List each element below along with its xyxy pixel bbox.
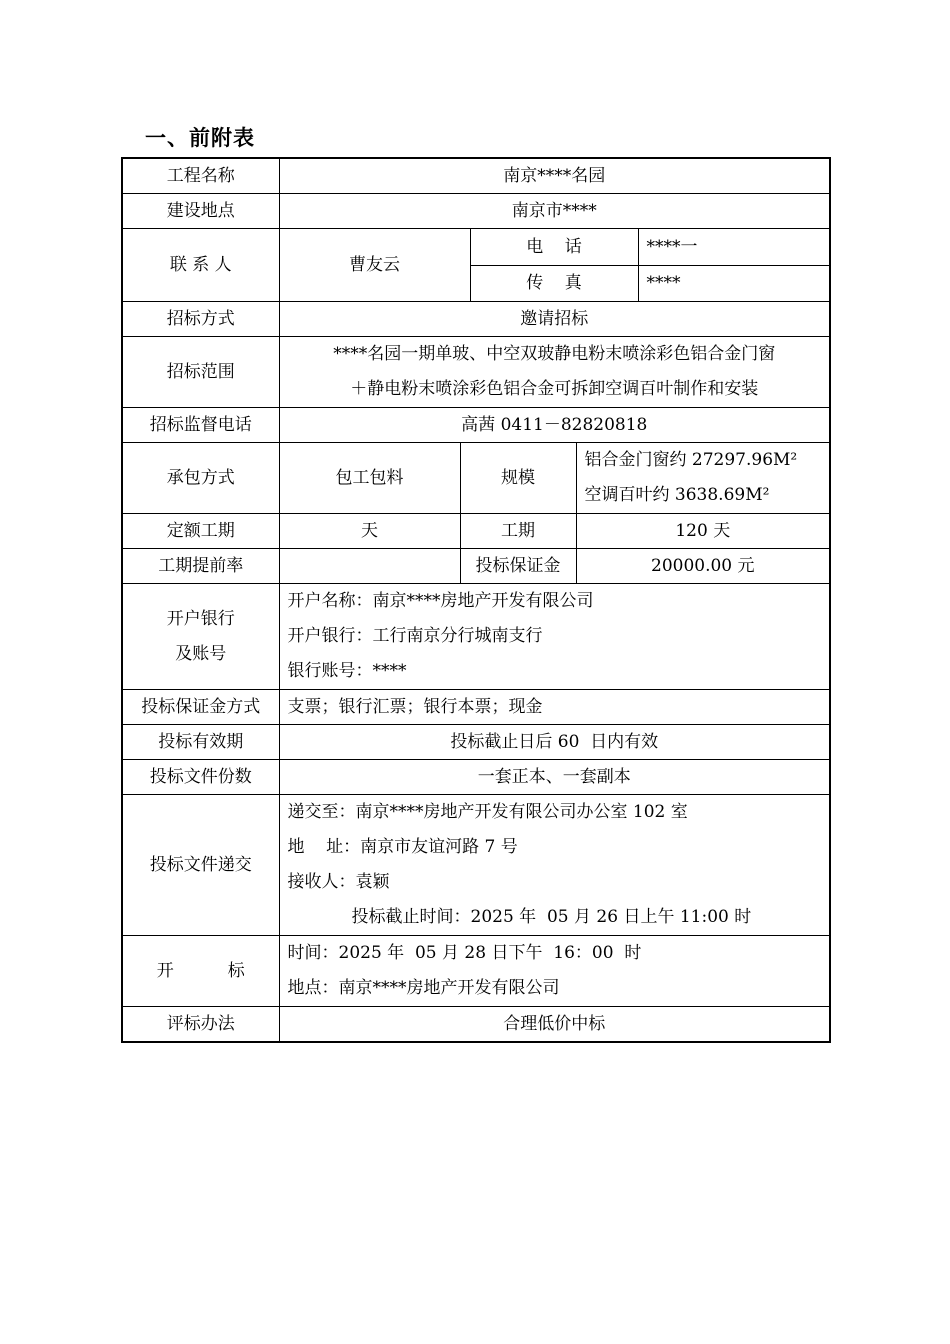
scale-label: 规模 [460,443,576,514]
row-opening [122,936,830,1007]
submission-address: 地 址：南京市友谊河路 7 号 [287,837,518,857]
bond-label: 投标保证金 [460,549,576,584]
row-copies [122,760,830,795]
submission-to: 递交至：南京****房地产开发有限公司办公室 102 室 [287,802,688,822]
phone-label: 电 话 [470,229,638,266]
opening-time: 时间：2025 年 05 月 28 日下午 16：00 时 [287,943,642,963]
submission-value [279,795,830,936]
contact-value: 曹友云 [279,229,470,302]
row-evaluation [122,1007,830,1043]
bank-label-line-1: 开户银行 [166,608,235,629]
validity-label: 投标有效期 [122,725,279,760]
row-bid-method [122,302,830,337]
bank-value [279,584,830,690]
location-value: 南京市**** [279,194,830,229]
evaluation-value: 合理低价中标 [279,1007,830,1043]
submission-label: 投标文件递交 [122,795,279,936]
row-bid-scope [122,337,830,408]
advance-rate-label: 工期提前率 [122,549,279,584]
bid-scope-label: 招标范围 [122,337,279,408]
scale-line-1: 铝合金门窗约 27297.96M² [584,450,798,470]
supervision-value: 高茜 0411－82820818 [279,408,830,443]
copies-value: 一套正本、一套副本 [279,760,830,795]
bank-label-line-2: 及账号 [175,643,227,664]
bank-branch: 开户银行：工行南京分行城南支行 [287,626,543,646]
row-contract [122,443,830,514]
opening-label: 开 标 [122,936,279,1007]
period-label: 工期 [460,514,576,549]
quota-period-label: 定额工期 [122,514,279,549]
project-name-value: 南京****名园 [279,158,830,194]
row-bank [122,584,830,690]
bond-value: 20000.00 元 [576,549,830,584]
quota-period-value: 天 [279,514,460,549]
fax-label: 传 真 [470,265,638,302]
opening-value [279,936,830,1007]
copies-label: 投标文件份数 [122,760,279,795]
bond-method-value: 支票；银行汇票；银行本票；现金 [279,690,830,725]
row-contact-phone [122,229,830,266]
bank-label [122,584,279,690]
bank-account-number: 银行账号：**** [287,661,407,681]
row-validity [122,725,830,760]
phone-value: ****一 [638,229,830,266]
submission-receiver: 接收人：袁颖 [287,872,390,892]
row-bond-method [122,690,830,725]
bank-account-name: 开户名称：南京****房地产开发有限公司 [287,591,594,611]
scale-line-2: 空调百叶约 3638.69M² [584,485,770,505]
project-name-label: 工程名称 [122,158,279,194]
contract-label: 承包方式 [122,443,279,514]
row-project-name [122,158,830,194]
row-quota-period [122,514,830,549]
period-value: 120 天 [576,514,830,549]
bid-info-table [121,157,831,1043]
contact-label: 联 系 人 [122,229,279,302]
bond-method-label: 投标保证金方式 [122,690,279,725]
bid-method-label: 招标方式 [122,302,279,337]
bid-method-value: 邀请招标 [279,302,830,337]
opening-place: 地点：南京****房地产开发有限公司 [287,978,560,998]
row-submission [122,795,830,936]
page-title: 一、前附表 [145,126,255,150]
bid-scope-line-1: ****名园一期单玻、中空双玻静电粉末喷涂彩色铝合金门窗 [333,344,776,364]
location-label: 建设地点 [122,194,279,229]
scale-value [576,443,830,514]
submission-deadline: 投标截止时间：2025 年 05 月 26 日上午 11:00 时 [351,907,752,927]
advance-rate-value [279,549,460,584]
evaluation-label: 评标办法 [122,1007,279,1043]
contract-value: 包工包料 [279,443,460,514]
validity-value: 投标截止日后 60 日内有效 [279,725,830,760]
bid-scope-line-2: ＋静电粉末喷涂彩色铝合金可拆卸空调百叶制作和安装 [350,379,759,399]
fax-value: **** [638,265,830,302]
row-location [122,194,830,229]
row-supervision [122,408,830,443]
supervision-label: 招标监督电话 [122,408,279,443]
bid-scope-value [279,337,830,408]
row-advance-rate [122,549,830,584]
